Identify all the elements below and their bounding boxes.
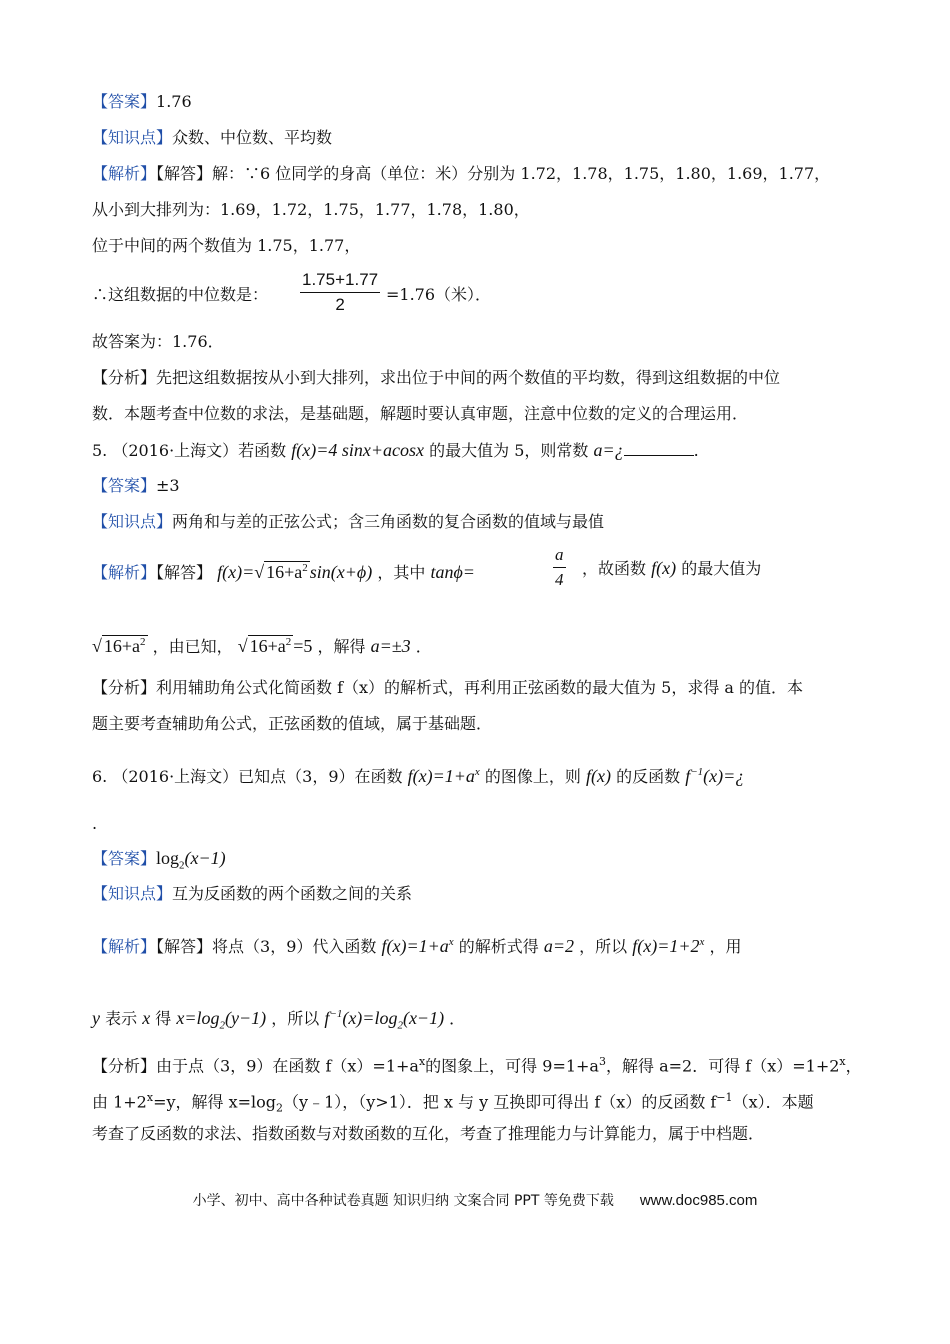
q5-answer-line bbox=[92, 474, 180, 498]
q6-l2-b: 得 bbox=[155, 1009, 172, 1028]
analysis-label: 【解析】 bbox=[92, 563, 157, 582]
q6-l2-a: 表示 bbox=[105, 1009, 138, 1028]
q4-median-suffix: =1.76（米）． bbox=[386, 285, 492, 304]
q5-sol-sin: sin(x+ϕ) bbox=[309, 562, 373, 582]
q6-l2-f: $f^{-1}(x)=\log_2(x-1)$ bbox=[324, 1008, 445, 1032]
answer-blank bbox=[624, 441, 694, 456]
q5-review-line-1 bbox=[92, 676, 803, 700]
q5-knowledge-line bbox=[92, 510, 604, 534]
q5-line2-ans: a=±3 bbox=[370, 636, 411, 656]
radical-sign: √ bbox=[92, 636, 102, 656]
q6-stem-dot: . bbox=[92, 814, 98, 833]
q5-sol-tan: tanϕ= bbox=[430, 562, 475, 582]
q6-l2-eq: $x=\log_2(y-1)$ bbox=[176, 1008, 267, 1032]
q5-stem-mid: 的最大值为 5，则常数 bbox=[429, 441, 589, 460]
q6-sol-2: 的解析式得 bbox=[458, 937, 539, 956]
q6-stem-prefix: 6. （2016·上海文）已知点（3，9）在函数 bbox=[92, 767, 403, 786]
q5-tan-fraction bbox=[553, 545, 566, 590]
q6-sol-f: $f(x)=1+a^x$ bbox=[381, 936, 454, 956]
q6-review-line-3: 考查了反函数的求法、指数函数与对数函数的互化，考查了推理能力与计算能力，属于中档题． bbox=[92, 1124, 765, 1143]
q4-analysis-line-3: 位于中间的两个数值为 1.75，1.77， bbox=[92, 236, 361, 255]
analysis-label: 【解析】 bbox=[92, 164, 157, 183]
q6-answer-line bbox=[92, 846, 226, 878]
q5-sol-fx: f(x) bbox=[651, 558, 677, 578]
radical-sign: √ bbox=[237, 636, 248, 656]
q6-sol-a: a=2 bbox=[543, 936, 575, 956]
q5-sol-end: ，故函数 bbox=[582, 559, 647, 578]
q4-knowledge: 众数、中位数、平均数 bbox=[172, 128, 333, 147]
q4-review-1: 先把这组数据按从小到大排列，求出位于中间的两个数值的平均数，得到这组数据的中位 bbox=[156, 368, 781, 387]
q6-stem-fx: f(x) bbox=[586, 766, 611, 786]
q4-conclusion: 故答案为：1.76． bbox=[92, 332, 224, 351]
q5-sol-f: f(x)= bbox=[217, 562, 255, 582]
q4-review-line-1 bbox=[92, 366, 780, 390]
q6-sol-4: ，用 bbox=[709, 937, 742, 956]
q6-stem-mid: 的图像上，则 bbox=[484, 767, 581, 786]
q5-knowledge: 两角和与差的正弦公式；含三角函数的复合函数的值域与最值 bbox=[172, 512, 605, 531]
q5-solution-line-1 bbox=[92, 556, 475, 585]
q6-stem-inv: $f^{-1}(x)=¿$ bbox=[685, 766, 745, 786]
solve-label: 【解答】 bbox=[156, 164, 213, 183]
q6-stem bbox=[92, 760, 744, 789]
q5-answer: ±3 bbox=[156, 476, 180, 495]
answer-label: 【答案】 bbox=[92, 476, 157, 495]
knowledge-label: 【知识点】 bbox=[92, 128, 173, 147]
solve-label: 【解答】 bbox=[156, 563, 213, 582]
q6-answer: $\log_2(x-1)$ bbox=[156, 848, 226, 872]
fraction-numerator: a bbox=[553, 545, 566, 568]
q5-sol-root: $16+a^2$ bbox=[266, 562, 308, 582]
q5-stem-prefix: 5. （2016·上海文）若函数 bbox=[92, 441, 287, 460]
knowledge-label: 【知识点】 bbox=[92, 884, 173, 903]
q6-solution-line-1 bbox=[92, 930, 742, 959]
answer-label: 【答案】 bbox=[92, 92, 157, 111]
review-label: 【分析】 bbox=[92, 368, 157, 387]
q5-sol-max: 的最大值为 bbox=[681, 559, 762, 578]
q6-stem-inv-label: 的反函数 bbox=[616, 767, 681, 786]
q4-review-line-2: 数．本题考查中位数的求法，是基础题，解题时要认真审题，注意中位数的定义的合理运用． bbox=[92, 404, 749, 423]
q5-line2-dot: ． bbox=[415, 637, 432, 656]
radical-sign: √ bbox=[254, 562, 265, 582]
page-footer bbox=[0, 1190, 950, 1210]
answer-label: 【答案】 bbox=[92, 849, 157, 868]
q5-stem-var: a=¿ bbox=[593, 440, 624, 460]
q5-sol-mid: ，其中 bbox=[377, 563, 426, 582]
q5-stem-formula: f(x)=4 sinx+acosx bbox=[291, 440, 425, 460]
footer-url[interactable]: www.doc985.com bbox=[639, 1192, 758, 1209]
solve-label: 【解答】 bbox=[156, 937, 213, 956]
q4-analysis-line-1 bbox=[92, 162, 830, 186]
q4-answer-line bbox=[92, 90, 192, 114]
q4-analysis-1: 解：∵6 位同学的身高（单位：米）分别为 1.72，1.78，1.75，1.80，1.69，1.77， bbox=[212, 164, 831, 183]
q6-sol-f2: $f(x)=1+2^x$ bbox=[632, 936, 705, 956]
q4-analysis-line-2: 从小到大排列为：1.69，1.72，1.75，1.77，1.78，1.80， bbox=[92, 200, 530, 219]
analysis-label: 【解析】 bbox=[92, 937, 157, 956]
footer-text: 小学、初中、高中各种试卷真题 知识归纳 文案合同 PPT 等免费下载 bbox=[192, 1193, 614, 1209]
q6-l2-y: y bbox=[92, 1008, 100, 1028]
q4-answer: 1.76 bbox=[156, 92, 192, 111]
q5-line2-solve: ，解得 bbox=[317, 637, 366, 656]
q6-sol-1: 将点（3，9）代入函数 bbox=[212, 937, 377, 956]
q6-l2-c: ，所以 bbox=[271, 1009, 320, 1028]
fraction-numerator: 1.75+1.77 bbox=[300, 270, 380, 293]
q6-review-line-2: 由 $1+2^x=y$，解得 $x=\log_2(y﹣1)$，（y>1）．把 x 与 y 互换即可得出 f（x）的反函数 $f^{-1}(x)$．本题 bbox=[92, 1091, 814, 1115]
q6-l2-x: x bbox=[142, 1008, 151, 1028]
fraction-denominator: 2 bbox=[335, 295, 345, 314]
q6-review-line-1: 【分析】由于点（3，9）在函数 $f(x)=1+a^x$的图象上，可得 $9=1+a^3$，解得 a=2．可得 $f(x)=1+2^x$， bbox=[92, 1055, 862, 1076]
q5-line2-root: $16+a^2$ bbox=[103, 636, 146, 656]
q5-stem: 5. （2016·上海文）若函数 f(x)=4 sinx+acosx 的最大值为 5，则常数 a=¿ . bbox=[92, 440, 699, 460]
q6-l2-dot: ． bbox=[449, 1009, 466, 1028]
q5-review-line-2: 题主要考查辅助角公式，正弦函数的值域，属于基础题． bbox=[92, 714, 493, 733]
q5-line2-root-2: $16+a^2$ bbox=[249, 636, 292, 656]
q6-knowledge: 互为反函数的两个函数之间的关系 bbox=[172, 884, 413, 903]
q5-review-1: 利用辅助角公式化简函数 f（x）的解析式，再利用正弦函数的最大值为 5，求得 a 的值．本 bbox=[156, 678, 804, 697]
review-label: 【分析】 bbox=[92, 678, 157, 697]
review-label: 【分析】 bbox=[92, 1056, 157, 1076]
q4-median-prefix: ∴这组数据的中位数是： bbox=[92, 285, 269, 304]
q5-line2-eq: =5 bbox=[293, 636, 313, 656]
knowledge-label: 【知识点】 bbox=[92, 512, 173, 531]
q5-line2-mid: ，由已知， bbox=[152, 637, 233, 656]
q6-solution-line-2 bbox=[92, 1002, 465, 1038]
q6-sol-3: ，所以 bbox=[579, 937, 628, 956]
q4-median-fraction bbox=[300, 270, 380, 315]
q4-knowledge-line bbox=[92, 126, 332, 150]
q6-knowledge-line bbox=[92, 882, 412, 906]
q5-solution-line-2 bbox=[92, 630, 432, 659]
q5-solution-line-1-end bbox=[582, 556, 761, 581]
q6-stem-f: $f(x)=1+a^x$ bbox=[407, 766, 480, 786]
fraction-denominator: 4 bbox=[555, 570, 564, 589]
